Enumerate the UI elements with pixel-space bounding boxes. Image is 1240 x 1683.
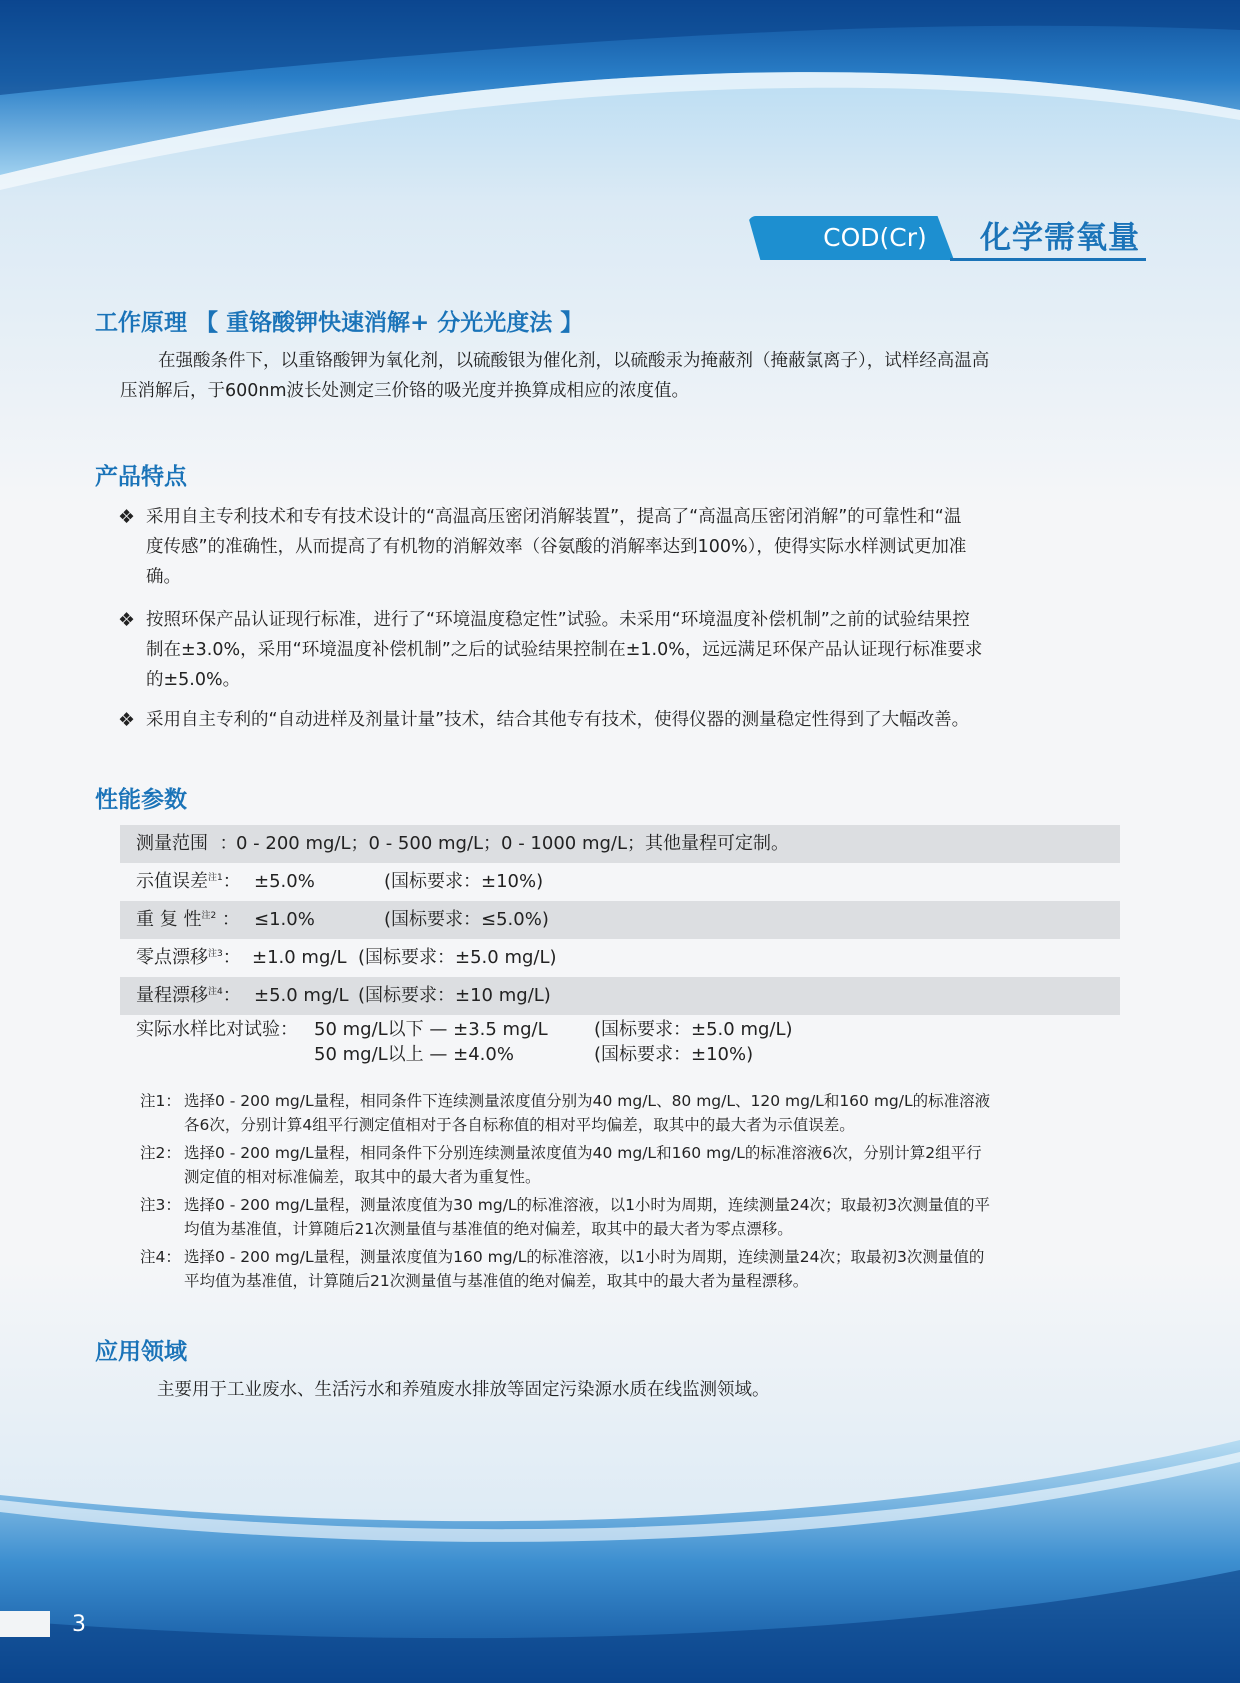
param-value: ±5.0% [254,871,315,892]
param-label: 量程漂移$^{注4}$： [136,985,241,1006]
param-label: 零点漂移$^{注3}$： [136,947,241,968]
product-title: 化学需氧量 [980,220,1140,256]
param-standard: (国标要求：±10 mg/L) [358,985,551,1006]
real-sample-line-1: 50 mg/L以下 — ±3.5 mg/L [314,1019,548,1040]
principle-line-2: 压消解后，于600nm波长处测定三价铬的吸光度并换算成相应的浓度值。 [120,381,690,401]
features-heading: 产品特点 [95,464,187,490]
note-line: 各6次，分别计算4组平行测定值相对于各自标称值的相对平均偏差，取其中的最大者为示值误差。 [184,1116,855,1134]
param-standard: (国标要求：±5.0 mg/L) [358,947,557,968]
feature-item-3 [118,705,1123,735]
note-4 [140,1245,1100,1293]
note-1 [140,1089,1100,1137]
feature-item-2 [118,605,1123,695]
real-sample-standard-1: (国标要求：±5.0 mg/L) [594,1019,793,1040]
feature-3-line-1: 采用自主专利的“自动进样及剂量计量”技术，结合其他专有技术，使得仪器的测量稳定性得到了大幅改善。 [146,710,970,730]
real-sample-line-2: 50 mg/L以上 — ±4.0% [314,1044,514,1065]
application-heading: 应用领域 [95,1339,187,1365]
bullet-icon: ❖ [118,609,136,631]
param-value: 0 - 200 mg/L；0 - 500 mg/L；0 - 1000 mg/L；其他量程可定制。 [236,833,790,854]
bullet-icon: ❖ [118,506,136,528]
param-value: ±5.0 mg/L [254,985,349,1006]
param-row-span-drift [120,977,1120,1015]
principle-text [120,346,1130,406]
page-number: 3 [72,1612,86,1637]
note-line: 选择0 - 200 mg/L量程，测量浓度值为30 mg/L的标准溶液，以1小时为周期，连续测量24次；取最初3次测量值的平 [184,1196,991,1214]
note-line: 平均值为基准值，计算随后21次测量值与基准值的绝对偏差，取其中的最大者为量程漂移。 [184,1272,809,1290]
note-line: 选择0 - 200 mg/L量程，相同条件下连续测量浓度值分别为40 mg/L、80 mg/L、120 mg/L和160 mg/L的标准溶液 [184,1092,991,1110]
param-row-error [120,863,1120,901]
param-value: ≤1.0% [254,909,315,930]
real-sample-label: 实际水样比对试验： [136,1019,298,1040]
real-sample-comparison [136,1017,1036,1069]
param-standard: (国标要求：±10%) [384,871,544,892]
note-label: 注2： [140,1144,181,1162]
bullet-icon: ❖ [118,709,136,731]
param-row-range [120,825,1120,863]
feature-1-line-2: 度传感”的准确性，从而提高了有机物的消解效率（谷氨酸的消解率达到100%），使得实际水样测试更加准 [146,537,967,557]
param-row-zero-drift [120,939,1120,977]
principle-heading: 工作原理 【 重铬酸钾快速消解+ 分光光度法 】 [95,310,584,336]
note-label: 注3： [140,1196,181,1214]
feature-2-line-1: 按照环保产品认证现行标准，进行了“环境温度稳定性”试验。未采用“环境温度补偿机制”之前的试验结果控 [146,610,970,630]
param-label: 测量范围 ： [136,833,238,854]
feature-2-line-2: 制在±3.0%，采用“环境温度补偿机制”之后的试验结果控制在±1.0%，远远满足环保产品认证现行标准要求 [146,640,983,660]
note-line: 选择0 - 200 mg/L量程，相同条件下分别连续测量浓度值为40 mg/L和160 mg/L的标准溶液6次，分别计算2组平行 [184,1144,982,1162]
feature-item-1 [118,502,1123,592]
param-standard: (国标要求：≤5.0%) [384,909,549,930]
performance-heading: 性能参数 [95,787,187,813]
principle-line-1: 在强酸条件下，以重铬酸钾为氧化剂，以硫酸银为催化剂，以硫酸汞为掩蔽剂（掩蔽氯离子），试样经高温高 [158,351,990,371]
note-2 [140,1141,1100,1189]
page-number-tab [0,1611,50,1637]
application-text: 主要用于工业废水、生活污水和养殖废水排放等固定污染源水质在线监测领域。 [157,1380,770,1400]
note-line: 测定值的相对标准偏差，取其中的最大者为重复性。 [184,1168,541,1186]
performance-table [120,825,1120,1015]
feature-2-line-3: 的±5.0%。 [146,670,241,690]
param-value: ±1.0 mg/L [252,947,347,968]
note-line: 选择0 - 200 mg/L量程，测量浓度值为160 mg/L的标准溶液，以1小时为周期，连续测量24次；取最初3次测量值的 [184,1248,985,1266]
real-sample-standard-2: (国标要求：±10%) [594,1044,754,1065]
note-3 [140,1193,1100,1241]
param-label: 重 复 性$^{注2}$ ： [136,909,240,930]
note-label: 注1： [140,1092,181,1110]
param-row-repeatability [120,901,1120,939]
feature-1-line-1: 采用自主专利技术和专有技术设计的“高温高压密闭消解装置”，提高了“高温高压密闭消解”的可靠性和“温 [146,507,962,527]
note-label: 注4： [140,1248,181,1266]
product-code: COD(Cr) [823,223,927,252]
param-label: 示值误差$^{注1}$： [136,871,241,892]
note-line: 均值为基准值，计算随后21次测量值与基准值的绝对偏差，取其中的最大者为零点漂移。 [184,1220,793,1238]
title-underline [950,258,1146,261]
feature-1-line-3: 确。 [146,567,181,587]
